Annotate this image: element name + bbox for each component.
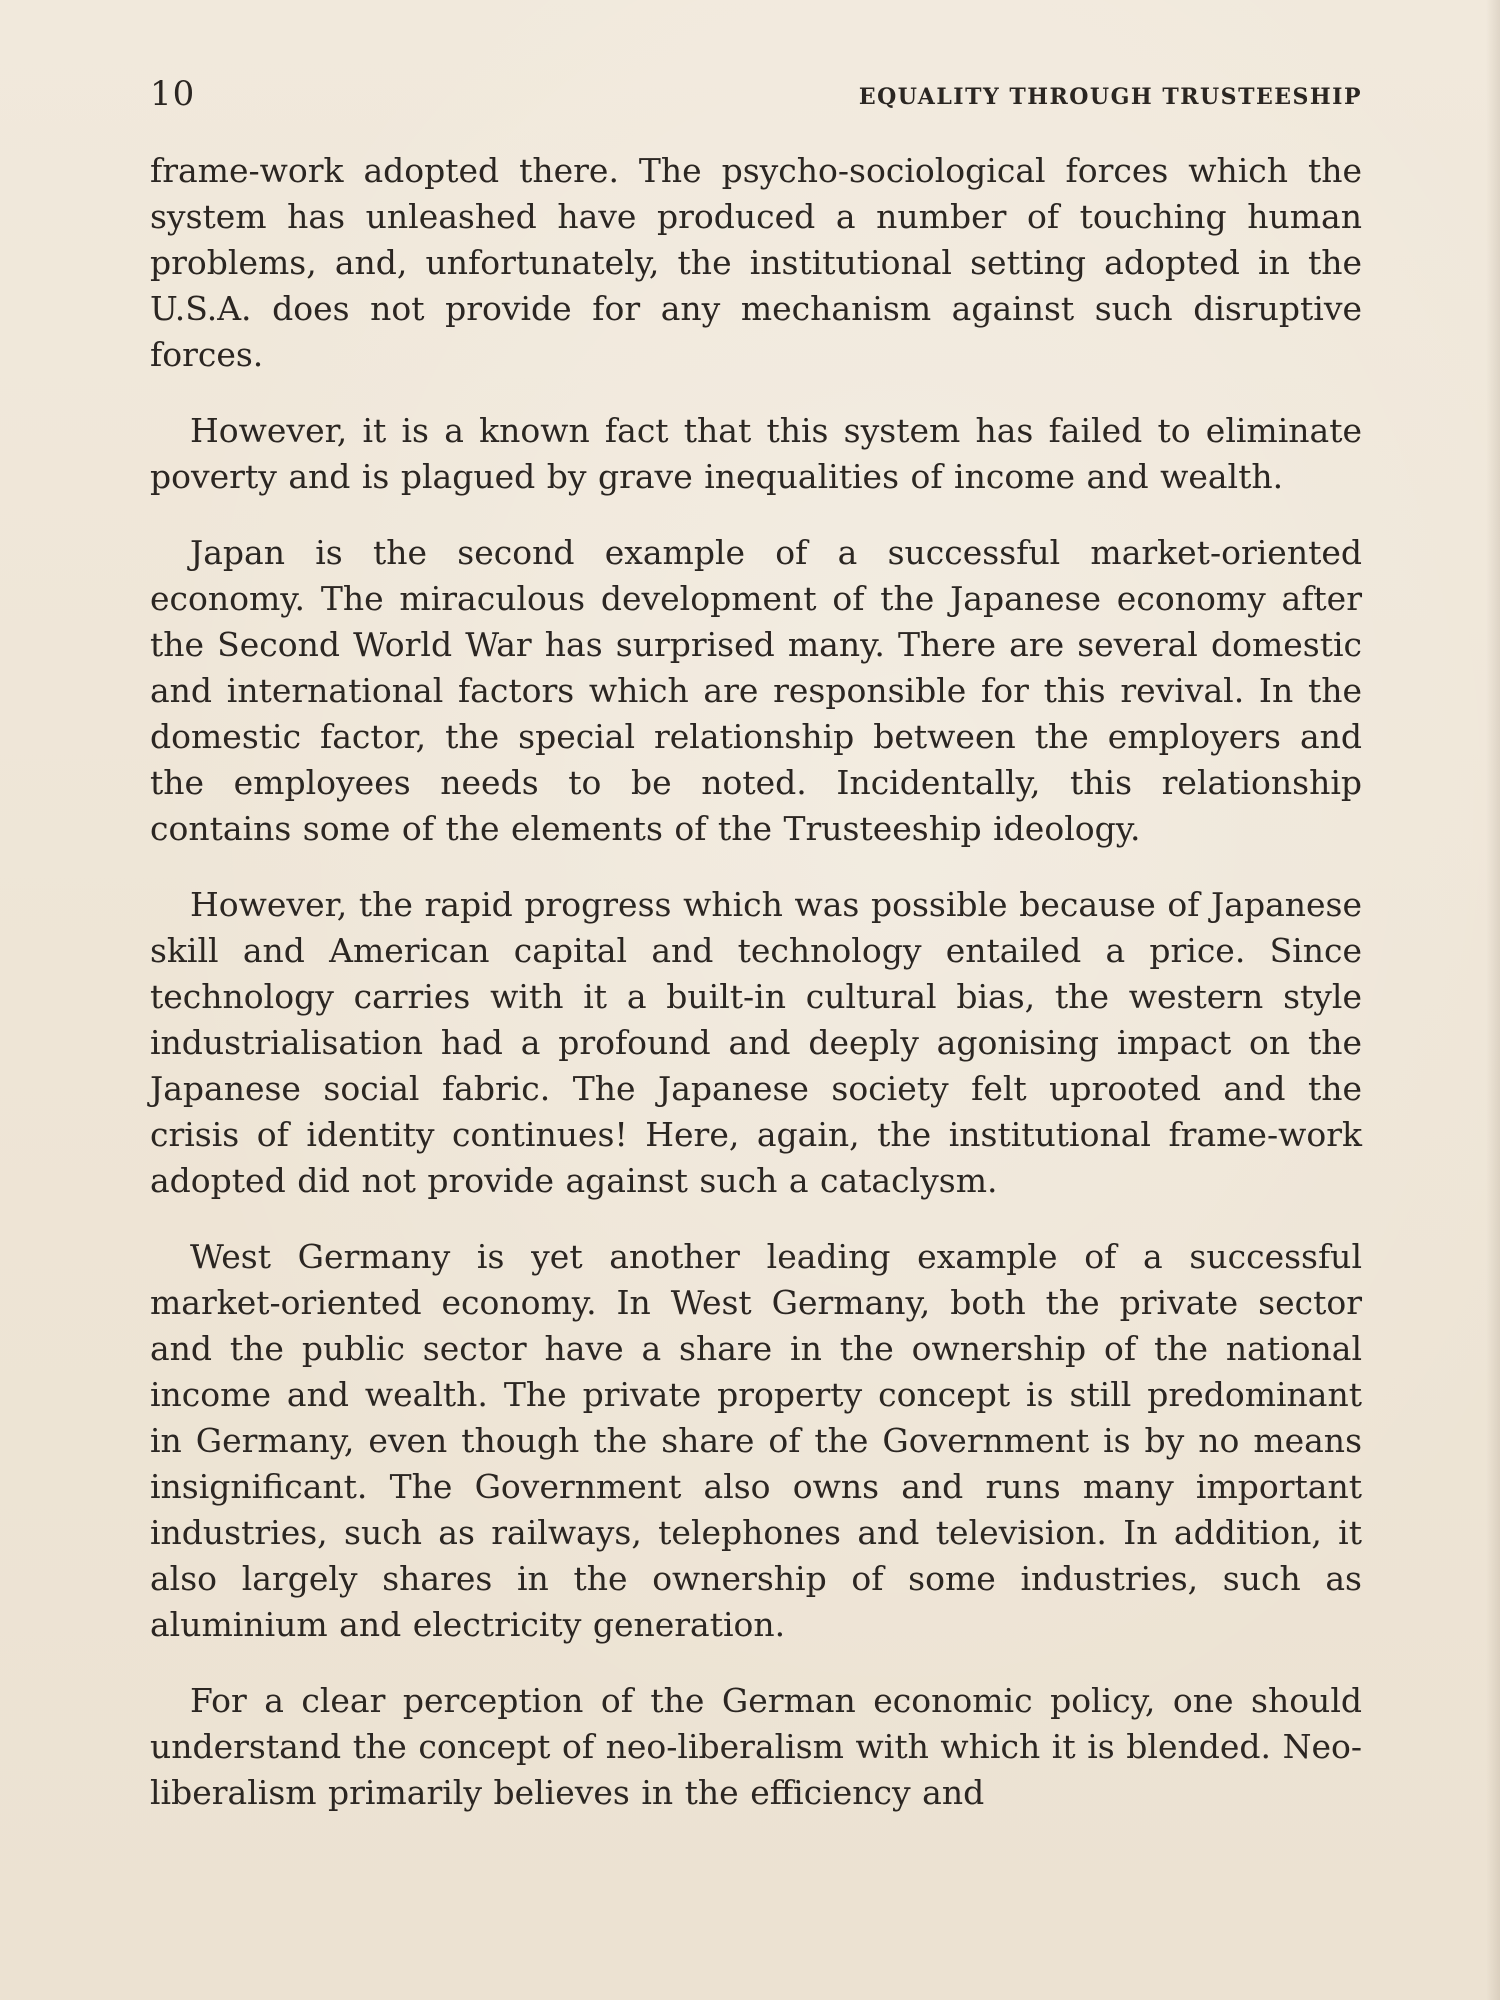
page-number: 10 [150,74,196,114]
paragraph-japan: Japan is the second example of a successful market-oriented economy. The miraculous development of the Japanese economy after the Second World War has surprised many. There are several domestic and international factors which are responsible for this revival. In the domestic factor, the special relationship between the employers and the employees needs to be noted. Incidentally, this relationship contains some of the elements of the Trusteeship ideology. [150,533,1362,848]
page-edge-shadow [1486,0,1500,2000]
running-head [150,74,1362,114]
running-title: EQUALITY THROUGH TRUSTEESHIP [858,84,1362,110]
paragraph-continued: frame-work adopted there. The psycho-sociological forces which the system has unleashed have produced a number of touching human problems, and, unfortunately, the institutional setting adopted in the U.S.A. does not provide for any mechanism against such disruptive forces. [150,151,1362,374]
paragraph-japan-price: However, the rapid progress which was possible because of Japanese skill and American capital and technology entailed a price. Since technology carries with it a built-in cultural bias, the western style industrialisation had a profound and deeply agonising impact on the Japanese social fabric. The Japanese society felt uprooted and the crisis of identity continues! Here, again, the institutional frame-work adopted did not provide against such a cataclysm. [150,885,1362,1200]
paragraph-west-germany: West Germany is yet another leading example of a successful market-oriented economy. In West Germany, both the private sector and the public sector have a share in the ownership of the national income and wealth. The private property concept is still predominant in Germany, even though the share of the Government is by no means insignificant. The Government also owns and runs many important industries, such as railways, telephones and television. In addition, it also largely shares in the ownership of some industries, such as aluminium and electricity generation. [150,1237,1362,1644]
paragraph-neo-liberalism: For a clear perception of the German economic policy, one should understand the concept of neo-liberalism with which it is blended. Neo-liberalism primarily believes in the efficiency and [150,1681,1362,1812]
paragraph-poverty: However, it is a known fact that this system has failed to eliminate poverty and is plagued by grave inequalities of income and wealth. [150,411,1362,496]
body-text [150,148,1362,1816]
